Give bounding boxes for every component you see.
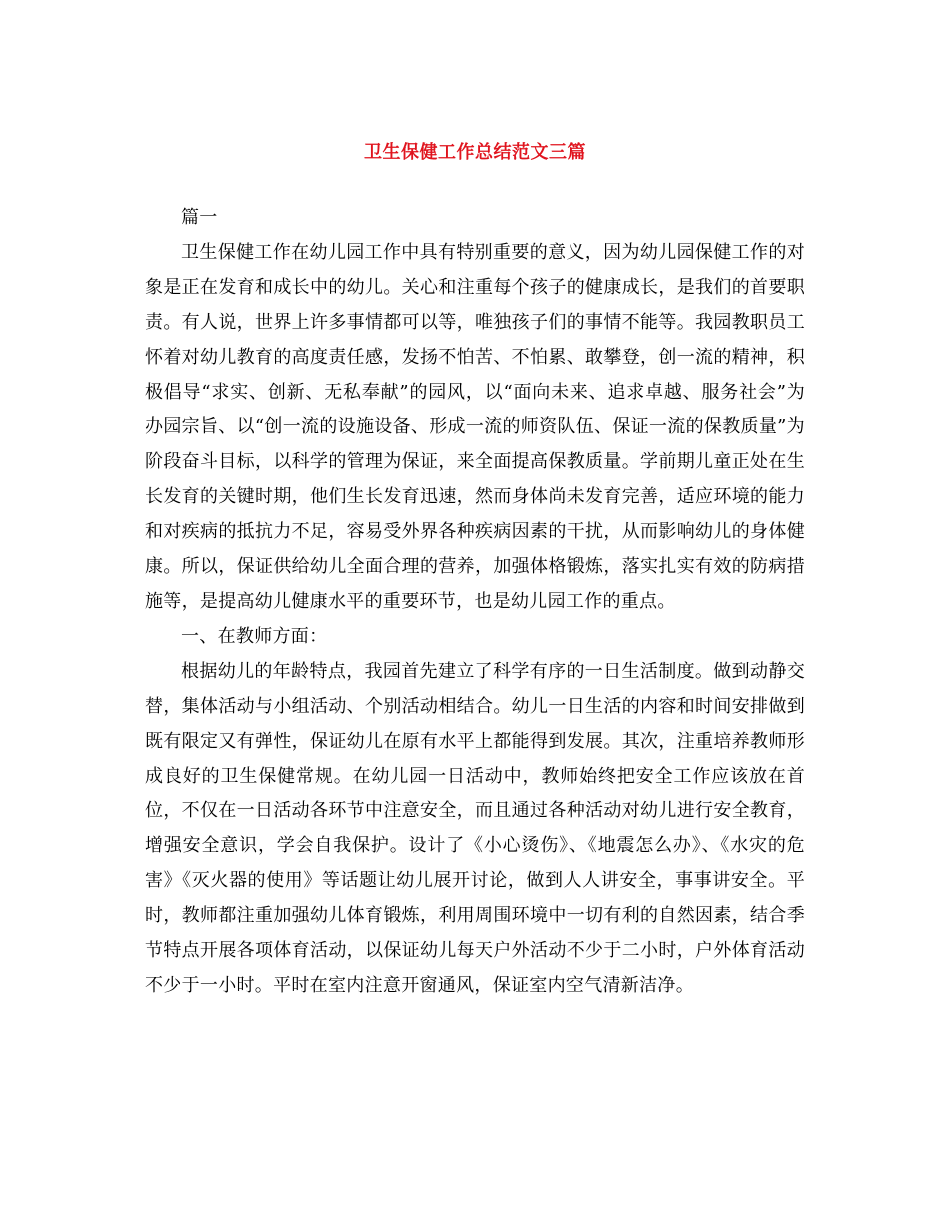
document-body — [145, 201, 805, 1004]
section-heading-teachers: 一、在教师方面： — [181, 625, 328, 647]
section-heading-part-one: 篇一 — [181, 207, 218, 228]
paragraph-intro: 卫生保健工作在幼儿园工作中具有特别重要的意义，因为幼儿园保健工作的对象是正在发育和成长中的幼儿。关心和注重每个孩子的健康成长，是我们的首要职责。有人说，世界上许多事情都可以等，唯独孩子们的事情不能等。我园教职员工怀着对幼儿教育的高度责任感，发扬不怕苦、不怕累、敢攀登，创一流的精神，积极倡导“求实、创新、无私奉献”的园风，以“面向未来、追求卓越、服务社会”为办园宗旨、以“创一流的设施设备、形成一流的师资队伍、保证一流的保教质量”为阶段奋斗目标，以科学的管理为保证，来全面提高保教质量。学前期儿童正处在生长发育的关键时期，他们生长发育迅速，然而身体尚未发育完善，适应环境的能力和对疾病的抵抗力不足，容易受外界各种疾病因素的干扰，从而影响幼儿的身体健康。所以，保证供给幼儿全面合理的营养，加强体格锻炼，落实扎实有效的防病措施等，是提高幼儿健康水平的重要环节，也是幼儿园工作的重点。 — [145, 241, 805, 612]
paragraph-teachers: 根据幼儿的年龄特点，我园首先建立了科学有序的一日生活制度。做到动静交替，集体活动与小组活动、个别活动相结合。幼儿一日生活的内容和时间安排做到既有限定又有弹性，保证幼儿在原有水平上都能得到发展。其次，注重培养教师形成良好的卫生保健常规。在幼儿园一日活动中，教师始终把安全工作应该放在首位，不仅在一日活动各环节中注意安全，而且通过各种活动对幼儿进行安全教育，增强安全意识，学会自我保护。设计了《小心烫伤》、《地震怎么办》、《水灾的危害》《灭火器的使用》等话题让幼儿展开讨论，做到人人讲安全，事事讲安全。平时，教师都注重加强幼儿体育锻炼，利用周围环境中一切有利的自然因素，结合季节特点开展各项体育活动，以保证幼儿每天户外活动不少于二小时，户外体育活动不少于一小时。平时在室内注意开窗通风，保证室内空气清新洁净。 — [145, 660, 805, 996]
document-title: 卫生保健工作总结范文三篇 — [364, 142, 586, 163]
